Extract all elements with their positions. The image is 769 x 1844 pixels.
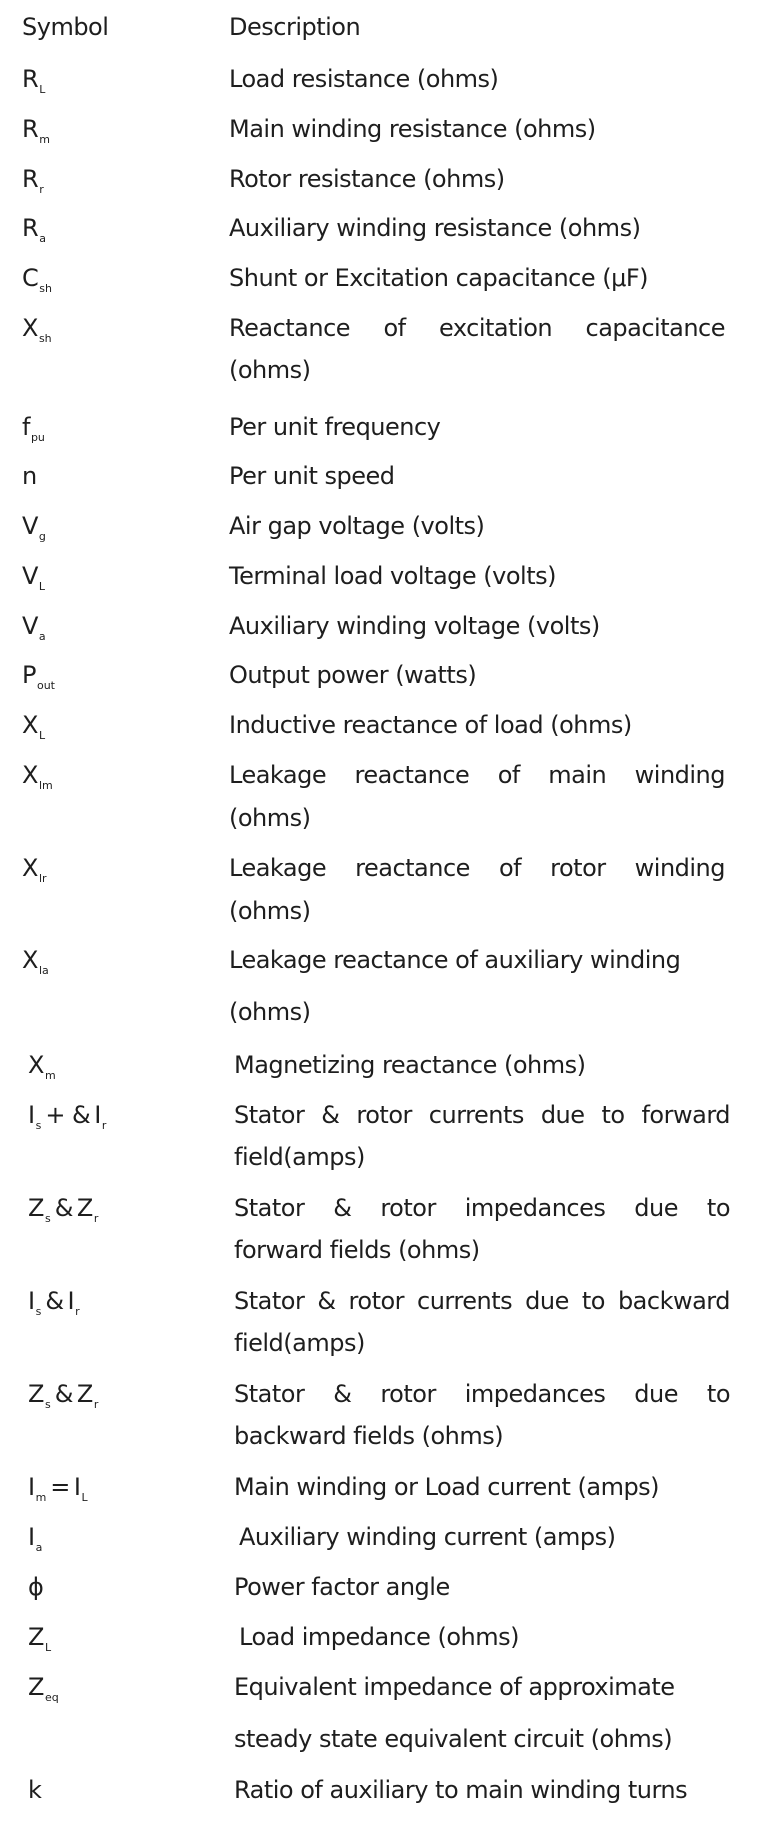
symbol-cell: $f_{pu}$ bbox=[22, 413, 45, 444]
symbol-cell: $R_r$ bbox=[22, 165, 44, 196]
description-cell: Ratio of auxiliary to main winding turns bbox=[234, 1776, 688, 1804]
description-cell: Stator & rotor impedances due to backward fields (ohms) bbox=[234, 1380, 730, 1450]
symbol-cell: $P_{out}$ bbox=[22, 661, 55, 692]
symbol-cell: $Z_{eq}$ bbox=[28, 1673, 59, 1704]
description-cell: Stator & rotor currents due to backward field(amps) bbox=[234, 1287, 730, 1357]
symbol-cell: $I_s$ & $I_r$ bbox=[28, 1287, 80, 1318]
symbol-cell: $I_m = I_L$ bbox=[28, 1473, 88, 1504]
symbol-cell: $Z_s$ & $Z_r$ bbox=[28, 1380, 99, 1411]
symbol-column-header: Symbol bbox=[22, 13, 109, 41]
description-cell: Leakage reactance of rotor winding (ohms) bbox=[229, 854, 725, 925]
description-column-header: Description bbox=[229, 13, 361, 41]
description-cell: Auxiliary winding current (amps) bbox=[239, 1523, 616, 1551]
symbol-cell: k bbox=[28, 1776, 42, 1804]
description-cell: Rotor resistance (ohms) bbox=[229, 165, 505, 193]
symbol-cell: $I_s$ + & $I_r$ bbox=[28, 1101, 107, 1132]
symbol-cell: $Z_s$ & $Z_r$ bbox=[28, 1194, 99, 1225]
description-cell: Terminal load voltage (volts) bbox=[229, 562, 556, 590]
description-cell: Air gap voltage (volts) bbox=[229, 512, 485, 540]
symbol-cell: $C_{sh}$ bbox=[22, 264, 52, 295]
symbol-cell: $Z_L$ bbox=[28, 1623, 52, 1654]
symbol-cell: $X_{la}$ bbox=[22, 946, 49, 977]
symbol-cell: $R_m$ bbox=[22, 115, 50, 146]
symbol-cell: $X_{lm}$ bbox=[22, 761, 53, 792]
description-cell: Load impedance (ohms) bbox=[239, 1623, 519, 1651]
description-cell: Auxiliary winding voltage (volts) bbox=[229, 612, 600, 640]
symbol-cell: $X_m$ bbox=[28, 1051, 56, 1082]
description-cell: Main winding resistance (ohms) bbox=[229, 115, 596, 143]
description-cell: Leakage reactance of main winding (ohms) bbox=[229, 761, 725, 832]
symbol-cell: $X_{sh}$ bbox=[22, 314, 52, 345]
description-cell: Auxiliary winding resistance (ohms) bbox=[229, 214, 641, 242]
symbol-cell: n bbox=[22, 462, 37, 490]
description-cell: Leakage reactance of auxiliary winding (ohms) bbox=[229, 946, 681, 1026]
symbol-cell: $R_L$ bbox=[22, 65, 46, 96]
description-cell: Load resistance (ohms) bbox=[229, 65, 499, 93]
symbol-cell: $X_L$ bbox=[22, 711, 46, 742]
description-cell: Per unit frequency bbox=[229, 413, 441, 441]
description-cell: Inductive reactance of load (ohms) bbox=[229, 711, 632, 739]
description-cell: Stator & rotor impedances due to forward fields (ohms) bbox=[234, 1194, 730, 1264]
symbol-cell: $V_L$ bbox=[22, 562, 46, 593]
description-cell: Stator & rotor currents due to forward field(amps) bbox=[234, 1101, 730, 1171]
description-cell: Reactance of excitation capacitance (ohms) bbox=[229, 314, 725, 384]
description-cell: Main winding or Load current (amps) bbox=[234, 1473, 660, 1501]
symbol-cell: $I_a$ bbox=[28, 1523, 43, 1554]
symbol-cell: $V_a$ bbox=[22, 612, 46, 643]
description-cell: Shunt or Excitation capacitance (μF) bbox=[229, 264, 649, 292]
description-cell: Output power (watts) bbox=[229, 661, 477, 689]
description-cell: Power factor angle bbox=[234, 1573, 450, 1601]
symbol-cell: $V_g$ bbox=[22, 512, 46, 543]
description-cell: Equivalent impedance of approximate steady state equivalent circuit (ohms) bbox=[234, 1673, 675, 1753]
symbol-cell: $R_a$ bbox=[22, 214, 46, 245]
description-cell: Magnetizing reactance (ohms) bbox=[234, 1051, 586, 1079]
symbol-cell: ϕ bbox=[28, 1573, 44, 1601]
description-cell: Per unit speed bbox=[229, 462, 395, 490]
symbol-cell: $X_{lr}$ bbox=[22, 854, 47, 885]
